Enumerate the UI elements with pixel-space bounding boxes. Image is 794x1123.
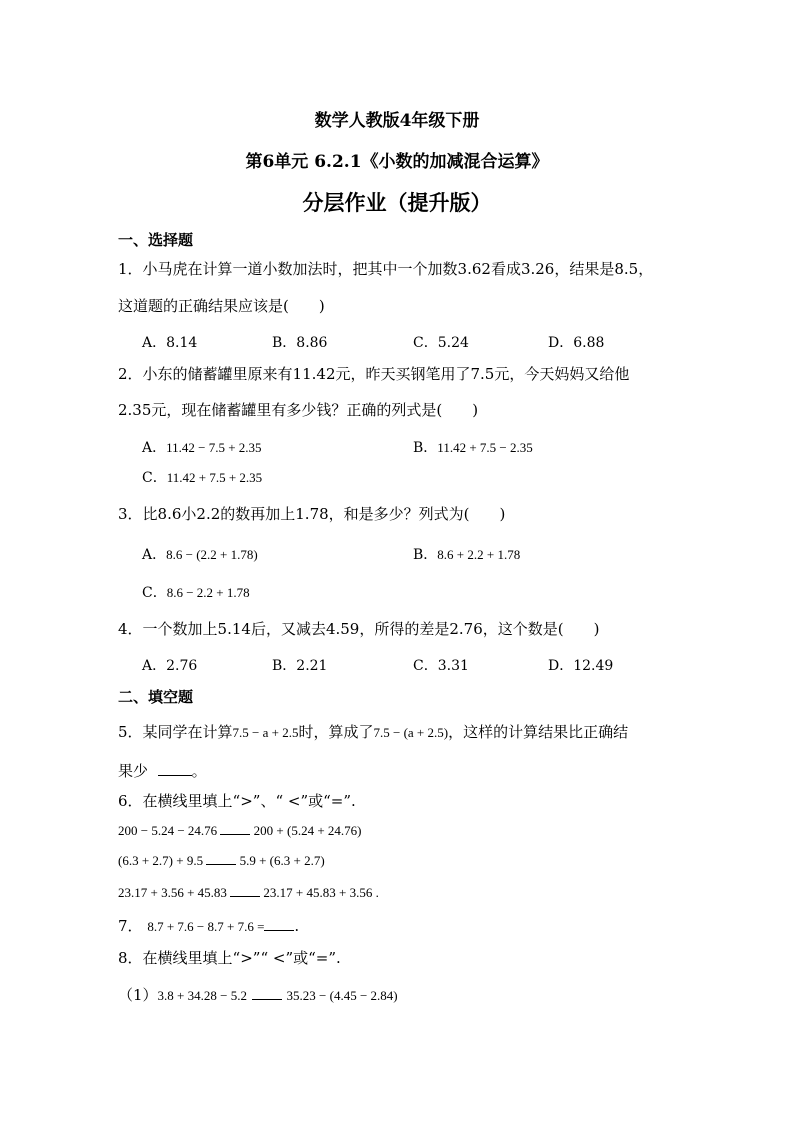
q3-text-line1: 3．比8.6小2.2的数再加上1.78，和是多少？列式为( ) xyxy=(118,505,506,523)
q2-text-line1: 2．小东的储蓄罐里原来有11.42元，昨天买钢笔用了7.5元，今天妈妈又给他 xyxy=(118,365,630,383)
section-heading-choice: 一、选择题 xyxy=(118,231,194,249)
q5-text-line2 xyxy=(118,760,207,781)
q6-row-3 xyxy=(118,884,379,901)
q2-option-c-expr: 11.42 + 7.5 + 2.35 xyxy=(166,470,263,485)
q3-option-a-expr: 8.6 − (2.2 + 1.78) xyxy=(166,547,258,562)
q8-left-expr: 3.8 + 34.28 − 5.2 xyxy=(157,988,247,1003)
q3-option-b xyxy=(413,544,520,564)
q1-text-line2: 这道题的正确结果应该是( ) xyxy=(118,297,325,315)
q5-text-line1 xyxy=(118,721,628,742)
q2-option-a-expr: 11.42 − 7.5 + 2.35 xyxy=(166,440,262,455)
q6-row2-blank[interactable] xyxy=(206,852,236,865)
q8-right-expr: 35.23 − (4.45 − 2.84) xyxy=(286,988,398,1003)
q2-option-a-label: A． xyxy=(142,440,167,456)
q8-row-1 xyxy=(118,984,398,1005)
q6-row1-blank[interactable] xyxy=(220,822,250,835)
q8-sub-label: （1） xyxy=(118,986,158,1004)
q8-row1-blank[interactable] xyxy=(252,987,282,1000)
q4-text-line1: 4．一个数加上5.14后，又减去4.59，所得的差是2.76，这个数是( ) xyxy=(118,620,600,638)
q5-line2-text: 果少 xyxy=(118,762,149,780)
q5-end: 。 xyxy=(191,762,207,780)
q2-option-c-label: C． xyxy=(142,470,167,486)
q6-row1-right: 200 + (5.24 + 24.76) xyxy=(253,823,362,838)
q4-option-d: D．12.49 xyxy=(548,658,614,674)
q5-answer-blank[interactable] xyxy=(158,763,192,776)
q5-mid: 时，算成了 xyxy=(298,723,374,741)
q3-option-c xyxy=(142,582,250,602)
q6-row-2 xyxy=(118,852,325,869)
q2-option-b-expr: 11.42 + 7.5 − 2.35 xyxy=(437,440,533,455)
q5-expr-correct: 7.5 − a + 2.5 xyxy=(232,725,299,740)
q3-option-b-label: B． xyxy=(413,547,438,563)
q4-option-a: A．2.76 xyxy=(142,658,198,674)
q6-text-line1: 6．在横线里填上“>”、“ <”或“=”. xyxy=(118,792,356,810)
q3-option-a xyxy=(142,544,258,564)
q6-row1-left: 200 − 5.24 − 24.76 xyxy=(118,823,218,838)
worksheet-subtitle: 分层作业（提升版） xyxy=(302,190,492,215)
q7-line xyxy=(118,915,299,936)
q6-row3-blank[interactable] xyxy=(230,884,260,897)
q3-option-a-label: A． xyxy=(142,547,167,563)
q4-option-b: B．2.21 xyxy=(272,658,328,674)
q1-option-b: B．8.86 xyxy=(272,335,328,351)
q7-end: . xyxy=(294,917,300,935)
q6-row3-left: 23.17 + 3.56 + 45.83 xyxy=(118,885,227,900)
q3-option-b-expr: 8.6 + 2.2 + 1.78 xyxy=(437,547,521,562)
q1-option-c: C．5.24 xyxy=(413,335,469,351)
q2-option-b-label: B． xyxy=(413,440,438,456)
q2-option-c xyxy=(142,467,262,487)
unit-title: 第6单元 6.2.1《小数的加减混合运算》 xyxy=(245,152,549,172)
q1-option-a: A．8.14 xyxy=(142,335,198,351)
q6-row-1 xyxy=(118,822,362,839)
q3-option-c-label: C． xyxy=(142,585,167,601)
q2-option-a xyxy=(142,437,262,457)
q7-expr: 8.7 + 7.6 − 8.7 + 7.6 = xyxy=(147,919,265,934)
q3-option-c-expr: 8.6 − 2.2 + 1.78 xyxy=(166,585,250,600)
q7-number: 7． xyxy=(118,917,143,935)
q6-row3-right: 23.17 + 45.83 + 3.56 . xyxy=(263,885,379,900)
document-title: 数学人教版4年级下册 xyxy=(314,111,480,131)
section-heading-fill: 二、填空题 xyxy=(118,688,194,706)
q5-expr-wrong: 7.5 − (a + 2.5) xyxy=(373,725,449,740)
q5-prefix: 5．某同学在计算 xyxy=(118,723,233,741)
q2-option-b xyxy=(413,437,533,457)
q1-text-line1: 1．小马虎在计算一道小数加法时，把其中一个加数3.62看成3.26，结果是8.5， xyxy=(118,260,654,278)
q4-option-c: C．3.31 xyxy=(413,658,469,674)
q8-text-line1: 8．在横线里填上“>”“ <”或“=”. xyxy=(118,949,341,967)
q5-suffix: ，这样的计算结果比正确结 xyxy=(448,723,629,741)
q6-row2-left: (6.3 + 2.7) + 9.5 xyxy=(118,853,204,868)
q2-text-line2: 2.35元，现在储蓄罐里有多少钱？正确的列式是( ) xyxy=(118,401,479,419)
q7-answer-blank[interactable] xyxy=(264,918,294,931)
q6-row2-right: 5.9 + (6.3 + 2.7) xyxy=(239,853,325,868)
q1-option-d: D．6.88 xyxy=(548,335,605,351)
